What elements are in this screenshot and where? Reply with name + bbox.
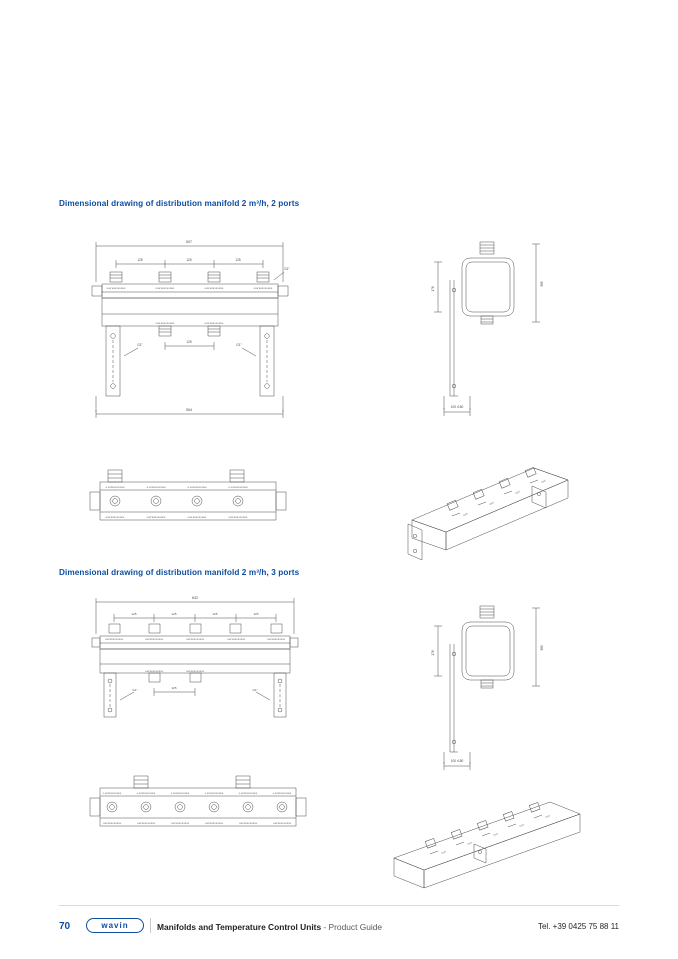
svg-text:554: 554 <box>186 408 192 412</box>
svg-text:G 3/4"EUROKONUS: G 3/4"EUROKONUS <box>204 793 224 795</box>
svg-text:G3/4"EUROKONUS: G3/4"EUROKONUS <box>187 517 207 519</box>
front-elevation-3-ports <box>88 592 308 732</box>
svg-text:G3/4"EUROKONUS: G3/4"EUROKONUS <box>145 671 163 673</box>
svg-text:G3/4": G3/4" <box>519 824 525 828</box>
svg-text:G3/4"EUROKONUS: G3/4"EUROKONUS <box>273 823 291 825</box>
svg-text:G3/4": G3/4" <box>467 842 473 846</box>
svg-text:G 3/4"EUROKONUS: G 3/4"EUROKONUS <box>228 487 248 489</box>
svg-text:G3/4": G3/4" <box>515 491 521 495</box>
svg-text:G3/4": G3/4" <box>489 502 495 506</box>
svg-text:G 3/4"EUROKONUS: G 3/4"EUROKONUS <box>272 793 292 795</box>
side-elevation-2-ports <box>420 236 570 432</box>
svg-text:125: 125 <box>186 340 192 344</box>
svg-text:G3/4"EUROKONUS: G3/4"EUROKONUS <box>146 517 166 519</box>
svg-text:G3/4"EUROKONUS: G3/4"EUROKONUS <box>239 823 257 825</box>
footer-telephone: Tel. +39 0425 75 88 11 <box>537 922 619 931</box>
svg-text:G1": G1" <box>252 688 258 692</box>
svg-text:G 3/4"EUROKONUS: G 3/4"EUROKONUS <box>187 487 207 489</box>
svg-text:G3/4"EUROKONUS: G3/4"EUROKONUS <box>155 288 175 290</box>
svg-text:G3/4"EUROKONUS: G3/4"EUROKONUS <box>186 639 204 641</box>
plan-view-2-ports <box>88 466 288 536</box>
svg-text:100 r150: 100 r150 <box>450 759 464 763</box>
svg-text:G3/4"EUROKONUS: G3/4"EUROKONUS <box>105 639 123 641</box>
svg-text:G 3/4"EUROKONUS: G 3/4"EUROKONUS <box>136 793 156 795</box>
svg-text:125: 125 <box>186 258 192 262</box>
footer-divider-rule <box>59 905 619 906</box>
svg-text:125: 125 <box>235 258 241 262</box>
svg-text:G3/4"EUROKONUS: G3/4"EUROKONUS <box>205 823 223 825</box>
svg-text:G1": G1" <box>137 343 143 347</box>
section-heading-3-ports: Dimensional drawing of distribution manifold 2 m³/h, 3 ports <box>59 568 300 577</box>
svg-text:G1": G1" <box>284 267 290 271</box>
svg-text:632: 632 <box>192 596 198 600</box>
svg-text:G3/4"EUROKONUS: G3/4"EUROKONUS <box>253 288 273 290</box>
svg-text:G3/4": G3/4" <box>441 851 447 855</box>
svg-text:G 3/4"EUROKONUS: G 3/4"EUROKONUS <box>102 793 122 795</box>
plan-view-3-ports <box>88 772 308 842</box>
page-number: 70 <box>59 921 71 932</box>
front-elevation-2-ports <box>88 236 298 432</box>
svg-text:125: 125 <box>212 612 218 616</box>
svg-text:125: 125 <box>131 612 137 616</box>
svg-text:100 r150: 100 r150 <box>450 405 464 409</box>
svg-text:G3/4": G3/4" <box>545 815 551 819</box>
svg-text:G3/4"EUROKONUS: G3/4"EUROKONUS <box>204 323 224 325</box>
svg-text:G 3/4"EUROKONUS: G 3/4"EUROKONUS <box>105 487 125 489</box>
svg-text:G3/4"EUROKONUS: G3/4"EUROKONUS <box>267 639 285 641</box>
svg-text:125: 125 <box>171 686 177 690</box>
svg-text:G3/4"EUROKONUS: G3/4"EUROKONUS <box>204 288 224 290</box>
footer-vertical-divider <box>150 918 151 933</box>
svg-text:G 3/4"EUROKONUS: G 3/4"EUROKONUS <box>170 793 190 795</box>
svg-text:125: 125 <box>253 612 259 616</box>
svg-text:176: 176 <box>431 650 435 656</box>
svg-text:G3/4"EUROKONUS: G3/4"EUROKONUS <box>171 823 189 825</box>
svg-text:G3/4"EUROKONUS: G3/4"EUROKONUS <box>137 823 155 825</box>
svg-text:125: 125 <box>137 258 143 262</box>
svg-text:G3/4"EUROKONUS: G3/4"EUROKONUS <box>228 517 248 519</box>
svg-text:G3/4": G3/4" <box>541 480 547 484</box>
svg-text:385: 385 <box>540 281 544 287</box>
isometric-view-3-ports <box>382 792 592 892</box>
svg-text:G3/4"EUROKONUS: G3/4"EUROKONUS <box>145 639 163 641</box>
svg-text:G3/4"EUROKONUS: G3/4"EUROKONUS <box>103 823 121 825</box>
svg-text:G3/4"EUROKONUS: G3/4"EUROKONUS <box>186 671 204 673</box>
svg-text:G3/4"EUROKONUS: G3/4"EUROKONUS <box>106 288 126 290</box>
svg-text:G1": G1" <box>236 343 242 347</box>
svg-text:G1": G1" <box>132 688 138 692</box>
svg-text:G3/4"EUROKONUS: G3/4"EUROKONUS <box>155 323 175 325</box>
svg-text:125: 125 <box>171 612 177 616</box>
svg-text:507: 507 <box>186 240 192 244</box>
footer-title <box>157 922 382 932</box>
svg-text:G 3/4"EUROKONUS: G 3/4"EUROKONUS <box>146 487 166 489</box>
svg-text:G3/4"EUROKONUS: G3/4"EUROKONUS <box>105 517 125 519</box>
wavin-logo: wavin <box>86 918 144 933</box>
footer-title-main: Manifolds and Temperature Control Units <box>157 922 322 932</box>
isometric-view-2-ports <box>382 458 582 563</box>
footer-title-sub: - Product Guide <box>321 922 383 932</box>
section-heading-2-ports: Dimensional drawing of distribution manifold 2 m³/h, 2 ports <box>59 199 300 208</box>
svg-text:176: 176 <box>431 286 435 292</box>
svg-text:G 3/4"EUROKONUS: G 3/4"EUROKONUS <box>238 793 258 795</box>
svg-text:385: 385 <box>540 645 544 651</box>
svg-text:G3/4": G3/4" <box>493 833 499 837</box>
side-elevation-3-ports <box>420 600 570 780</box>
page-footer <box>0 905 678 959</box>
svg-text:G3/4": G3/4" <box>463 513 469 517</box>
svg-text:G3/4"EUROKONUS: G3/4"EUROKONUS <box>227 639 245 641</box>
